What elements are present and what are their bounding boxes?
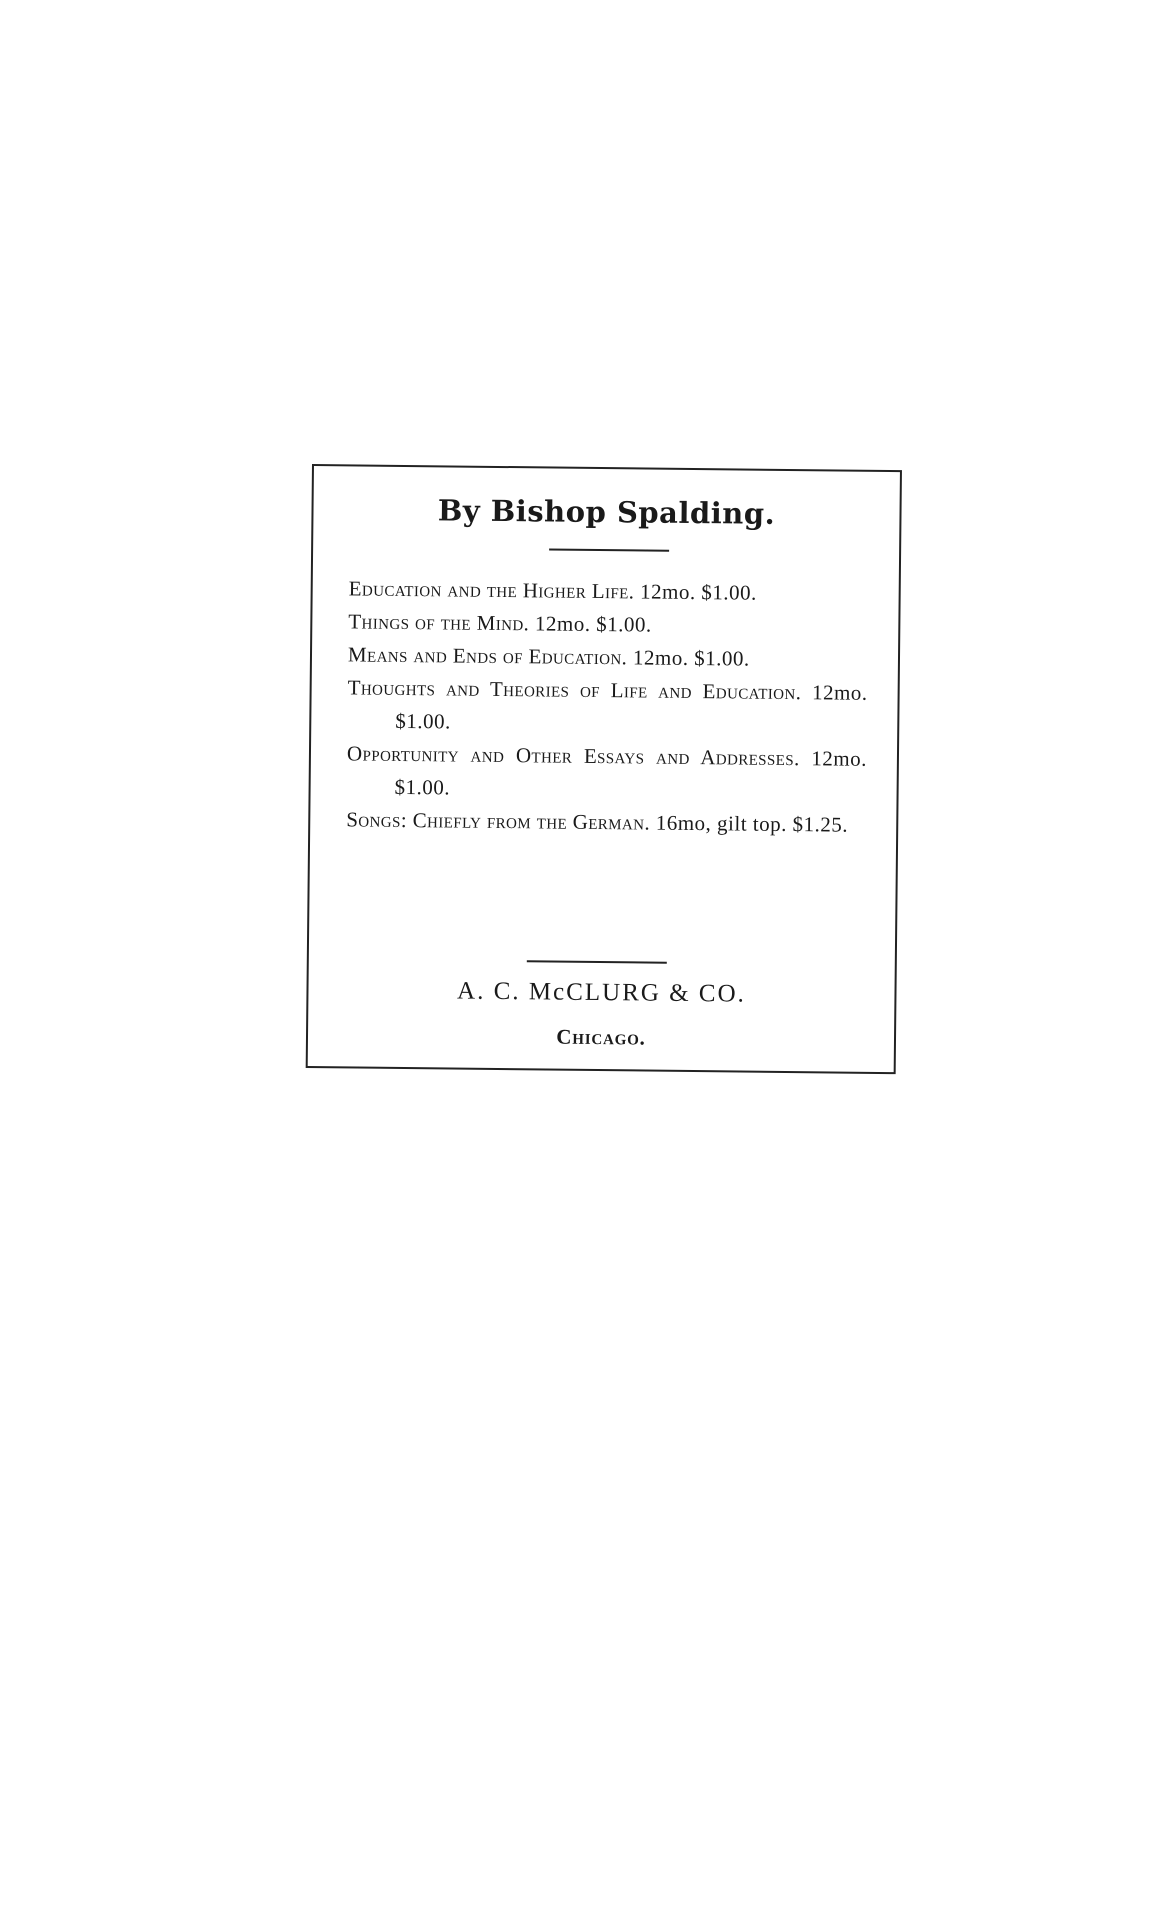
book-format: 12mo. [632, 645, 689, 670]
book-entry [346, 737, 867, 808]
advertisement-heading: By Bishop Spalding. [437, 493, 776, 531]
book-list [346, 572, 869, 841]
divider-bottom [527, 960, 667, 963]
book-title: Education and the Higher Life. [348, 576, 635, 604]
book-price: $1.00. [596, 611, 652, 637]
book-title: Means and Ends of Education. [347, 642, 628, 670]
book-title: Opportunity and Other Essays and Addresses. [346, 741, 800, 771]
book-entry [348, 638, 868, 676]
book-entry [349, 572, 869, 610]
book-price: $1.00. [395, 708, 451, 734]
book-entry [347, 671, 868, 742]
book-price: $1.25. [792, 812, 849, 837]
book-title: Things of the Mind. [348, 609, 530, 636]
book-title: Songs: Chiefly from the German. [346, 807, 651, 835]
book-entry [348, 605, 868, 643]
book-format: 12mo. [534, 611, 591, 636]
book-entry [346, 803, 866, 841]
divider-top [549, 548, 669, 551]
publisher-city: Chicago. [556, 1024, 646, 1050]
book-format: 12mo. [639, 579, 696, 605]
book-title: Thoughts and Theories of Life and Education. [347, 675, 802, 705]
book-format: 12mo. [811, 680, 868, 705]
book-price: $1.00. [701, 580, 757, 605]
book-format: 12mo. [811, 746, 868, 771]
book-format: 16mo, gilt top. [655, 810, 788, 836]
book-price: $1.00. [694, 646, 750, 671]
book-price: $1.00. [394, 774, 451, 800]
publisher-name: A. C. McCLURG & CO. [456, 977, 746, 1008]
advertisement-box [306, 464, 902, 1074]
